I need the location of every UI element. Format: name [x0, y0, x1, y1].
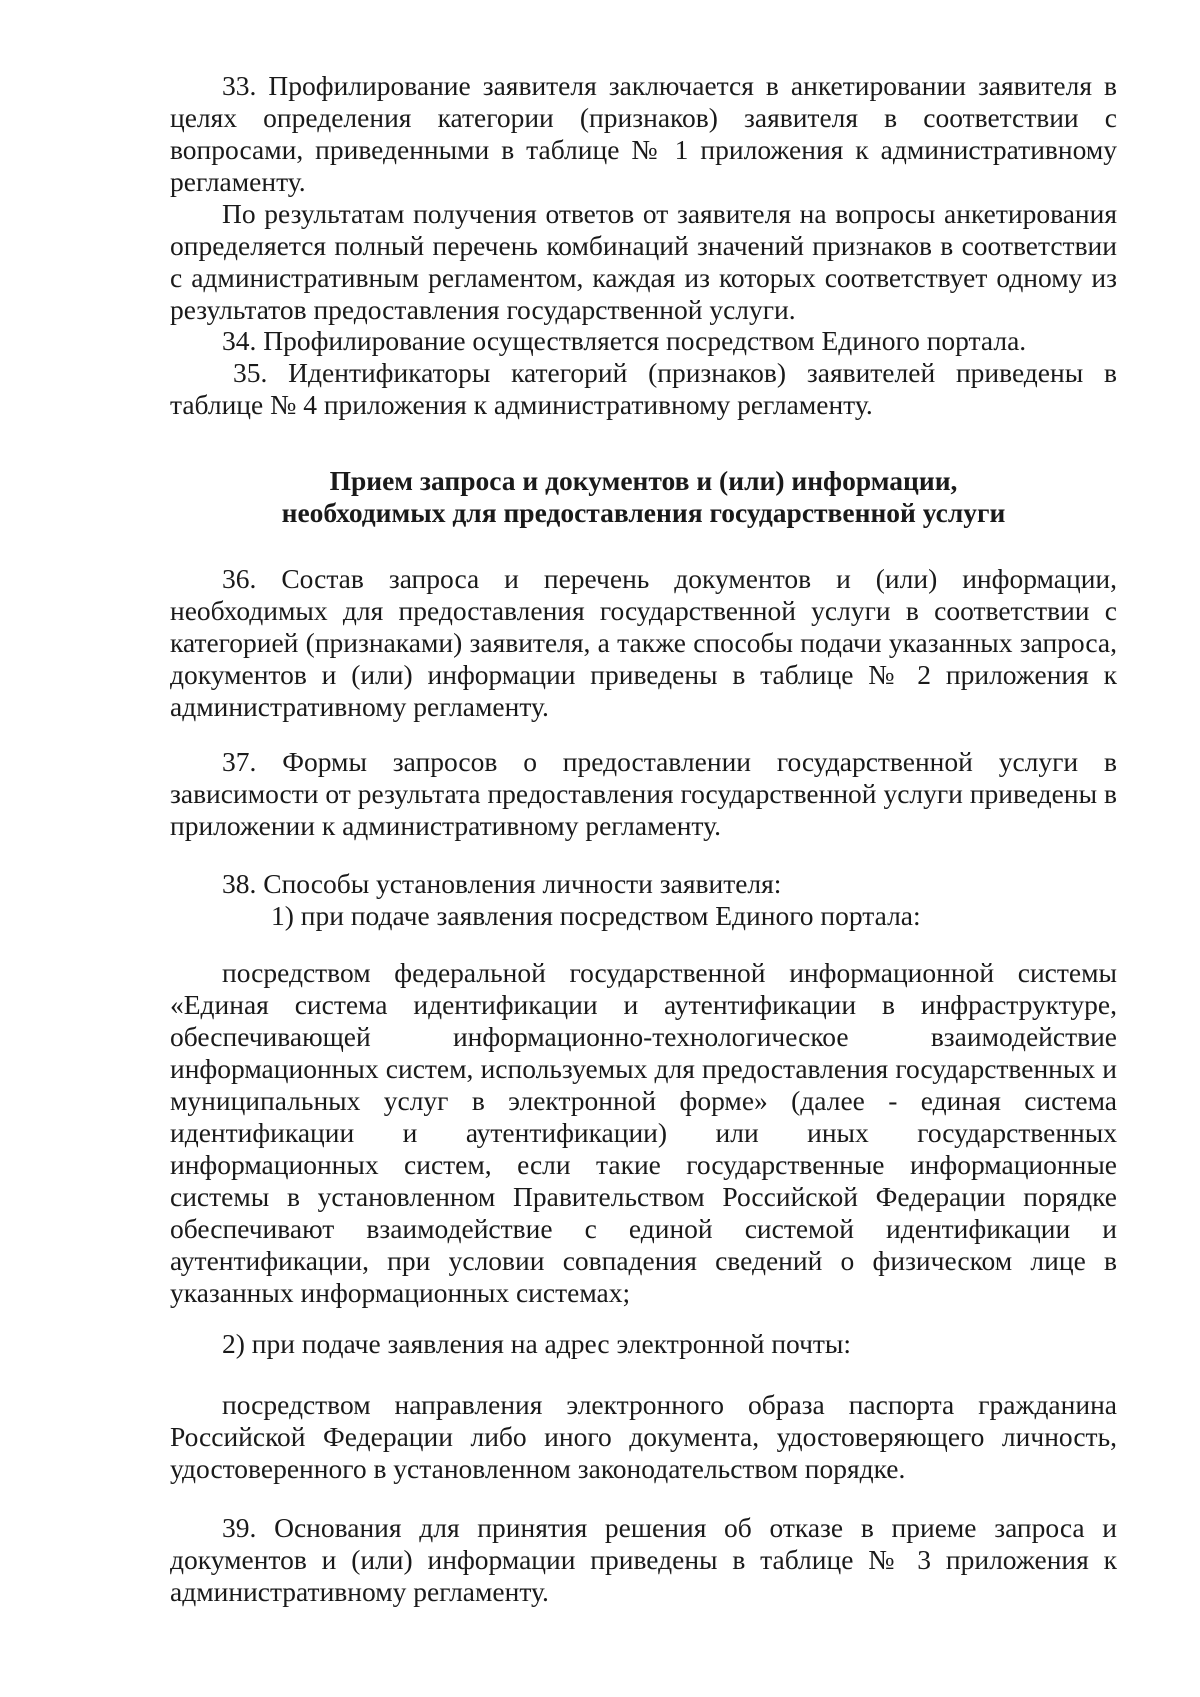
paragraph-33 [170, 70, 1117, 198]
section-heading-line-2: необходимых для предоставления государственной услуги [281, 497, 1006, 528]
paragraph-37 [170, 746, 1117, 842]
paragraph-38-item-2-body-text: посредством направления электронного образа паспорта гражданина Российской Федерации либо иного документа, удостоверяющего личность, удостоверенного в установленном законодательством порядке. [170, 1389, 1117, 1484]
paragraph-38-item-2-text: 2) при подаче заявления на адрес электронной почты: [222, 1328, 852, 1359]
paragraph-38-item-2-body [170, 1389, 1117, 1485]
paragraph-38 [170, 868, 1117, 900]
paragraph-38-item-1 [170, 900, 1117, 932]
section-heading [170, 465, 1117, 529]
paragraph-39-text: 39. Основания для принятия решения об отказе в приеме запроса и документов и (или) информации приведены в таблице № 3 приложения к административному регламенту. [170, 1512, 1117, 1607]
paragraph-33-text: 33. Профилирование заявителя заключается в анкетировании заявителя в целях определения категории (признаков) заявителя в соответствии с вопросами, приведенными в таблице № 1 приложения к административному регламенту. [170, 70, 1117, 197]
section-heading-line-1: Прием запроса и документов и (или) информации, [329, 465, 958, 496]
paragraph-34-text: 34. Профилирование осуществляется посредством Единого портала. [222, 325, 1027, 356]
paragraph-37-text: 37. Формы запросов о предоставлении государственной услуги в зависимости от результата предоставления государственной услуги приведены в приложении к административному регламенту. [170, 746, 1117, 841]
paragraph-36 [170, 563, 1117, 723]
paragraph-38-item-1-text: 1) при подаче заявления посредством Единого портала: [271, 900, 921, 931]
paragraph-34 [170, 325, 1117, 357]
paragraph-38-text: 38. Способы установления личности заявителя: [222, 868, 782, 899]
paragraph-38-item-1-body [170, 957, 1117, 1309]
paragraph-33-continuation [170, 198, 1117, 326]
paragraph-35 [170, 357, 1117, 421]
paragraph-39 [170, 1512, 1117, 1608]
paragraph-33b-text: По результатам получения ответов от заявителя на вопросы анкетирования определяется полный перечень комбинаций значений признаков в соответствии с административным регламентом, каждая из которых соответствует одному из результатов предоставления государственной услуги. [170, 198, 1117, 325]
paragraph-36-text: 36. Состав запроса и перечень документов и (или) информации, необходимых для предоставления государственной услуги в соответствии с категорией (признаками) заявителя, а также способы подачи указанных запроса, документов и (или) информации приведены в таблице № 2 приложения к административному регламенту. [170, 563, 1117, 722]
paragraph-38-item-1-body-text: посредством федеральной государственной информационной системы «Единая система идентификации и аутентификации в инфраструктуре, обеспечивающей информационно-технологическое взаимодействие информационных систем, используемых для предоставления государственных и муниципальных услуг в электронной форме» (далее - единая система идентификации и аутентификации) или иных государственных информационных систем, если такие государственные информационные системы в установленном Правительством Российской Федерации порядке обеспечивают взаимодействие с единой системой идентификации и аутентификации, при условии совпадения сведений о физическом лице в указанных информационных системах; [170, 957, 1117, 1308]
paragraph-35-text: 35. Идентификаторы категорий (признаков) заявителей приведены в таблице № 4 приложения к административному регламенту. [170, 357, 1117, 420]
paragraph-38-item-2 [170, 1328, 1117, 1360]
